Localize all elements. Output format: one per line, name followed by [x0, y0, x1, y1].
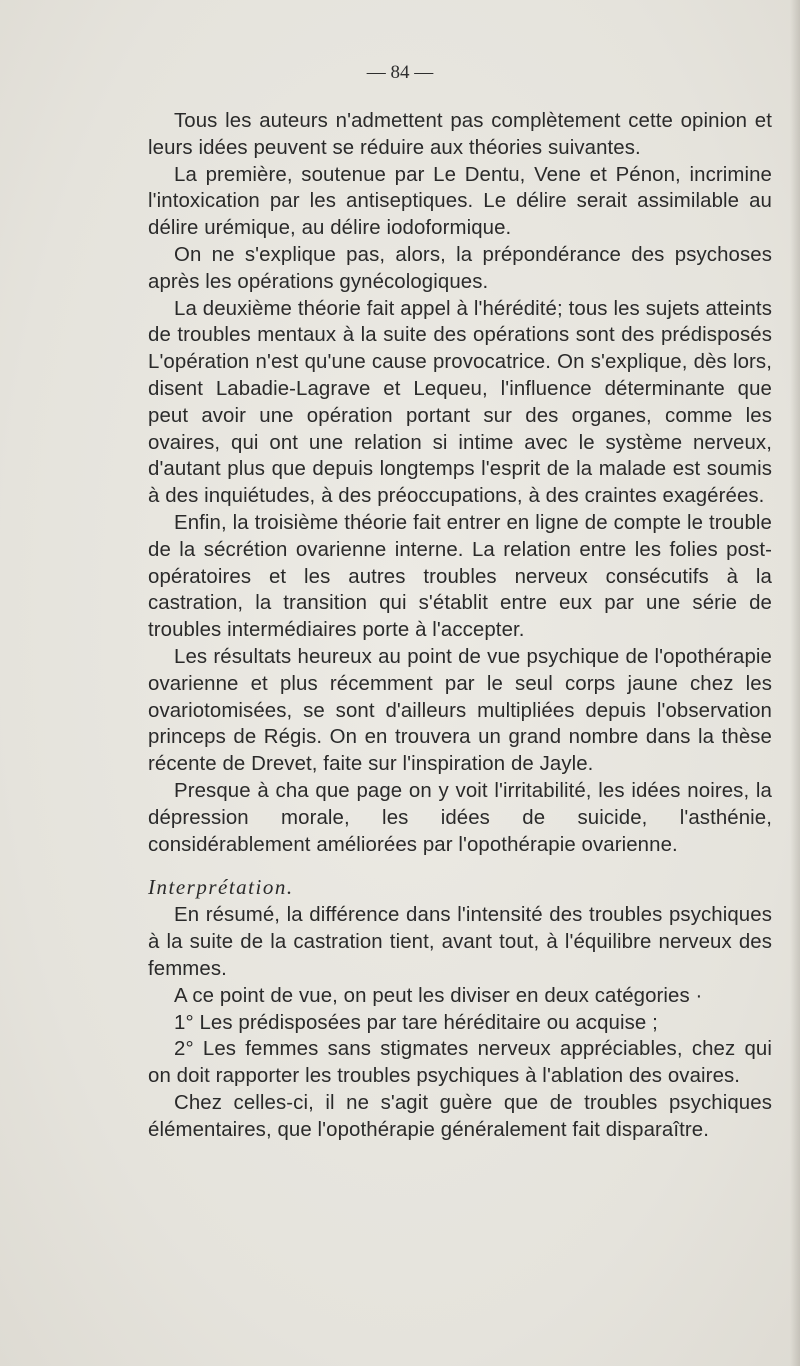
page-edge-shadow [790, 0, 800, 1366]
paragraph: En résumé, la différence dans l'intensité des troubles psychiques à la suite de la castration tient, avant tout, à l'équilibre nerveux des femmes. [148, 904, 772, 980]
page-number: — 84 — [366, 62, 434, 83]
paragraph: A ce point de vue, on peut les diviser en deux catégories · [174, 984, 703, 1007]
list-item: 1° Les prédisposées par tare héréditaire ou acquise ; [174, 1011, 658, 1034]
paragraph: Les résultats heureux au point de vue psychique de l'opothérapie ovarienne et plus récemment par le seul corps jaune chez les ovariotomisées, se sont d'ailleurs multipliées depuis l'observation princeps de Régis. On en trouvera un grand nombre dans la thèse récente de Drevet, faite sur l'inspiration de Jayle. [148, 645, 772, 776]
paragraph: La deuxième théorie fait appel à l'hérédité; tous les sujets atteints de troubles mentaux à la suite des opérations sont des prédisposés L'opération n'est qu'une cause provocatrice. On s'explique, dès lors, disent Labadie-Lagrave et Lequeu, l'influence déterminante que peut avoir une opération portant sur des organes, comme les ovaires, qui ont une relation si intime avec le système nerveux, d'autant plus que depuis longtemps l'esprit de la malade est soumis à des inquiétudes, à des préoccupations, à des craintes exagérées. [148, 297, 772, 508]
section-heading: Interprétation. [148, 875, 294, 900]
paragraph: Chez celles-ci, il ne s'agit guère que de troubles psychiques élémentaires, que l'opothérapie généralement fait disparaître. [148, 1091, 772, 1141]
body-text [148, 108, 772, 1143]
paragraph: Enfin, la troisième théorie fait entrer en ligne de compte le trouble de la sécrétion ovarienne interne. La relation entre les folies post-opératoires et les autres troubles nerveux consécutifs à la castration, la transition qui s'établit entre eux par une série de troubles intermédiaires porte à l'accepter. [148, 511, 772, 642]
paragraph: Tous les auteurs n'admettent pas complètement cette opinion et leurs idées peuvent se réduire aux théories suivantes. [148, 110, 772, 159]
list-item: 2° Les femmes sans stigmates nerveux appréciables, chez qui on doit rapporter les troubles psychiques à l'ablation des ovaires. [148, 1038, 772, 1088]
paragraph: Presque à cha que page on y voit l'irritabilité, les idées noires, la dépression morale, les idées de suicide, l'asthénie, considérablement améliorées par l'opothérapie ovarienne. [148, 779, 772, 856]
paragraph: On ne s'explique pas, alors, la prépondérance des psychoses après les opérations gynécologiques. [148, 243, 772, 293]
paragraph: La première, soutenue par Le Dentu, Vene et Pénon, incrimine l'intoxication par les antiseptiques. Le délire serait assimilable au délire urémique, au délire iodoformique. [148, 163, 772, 240]
